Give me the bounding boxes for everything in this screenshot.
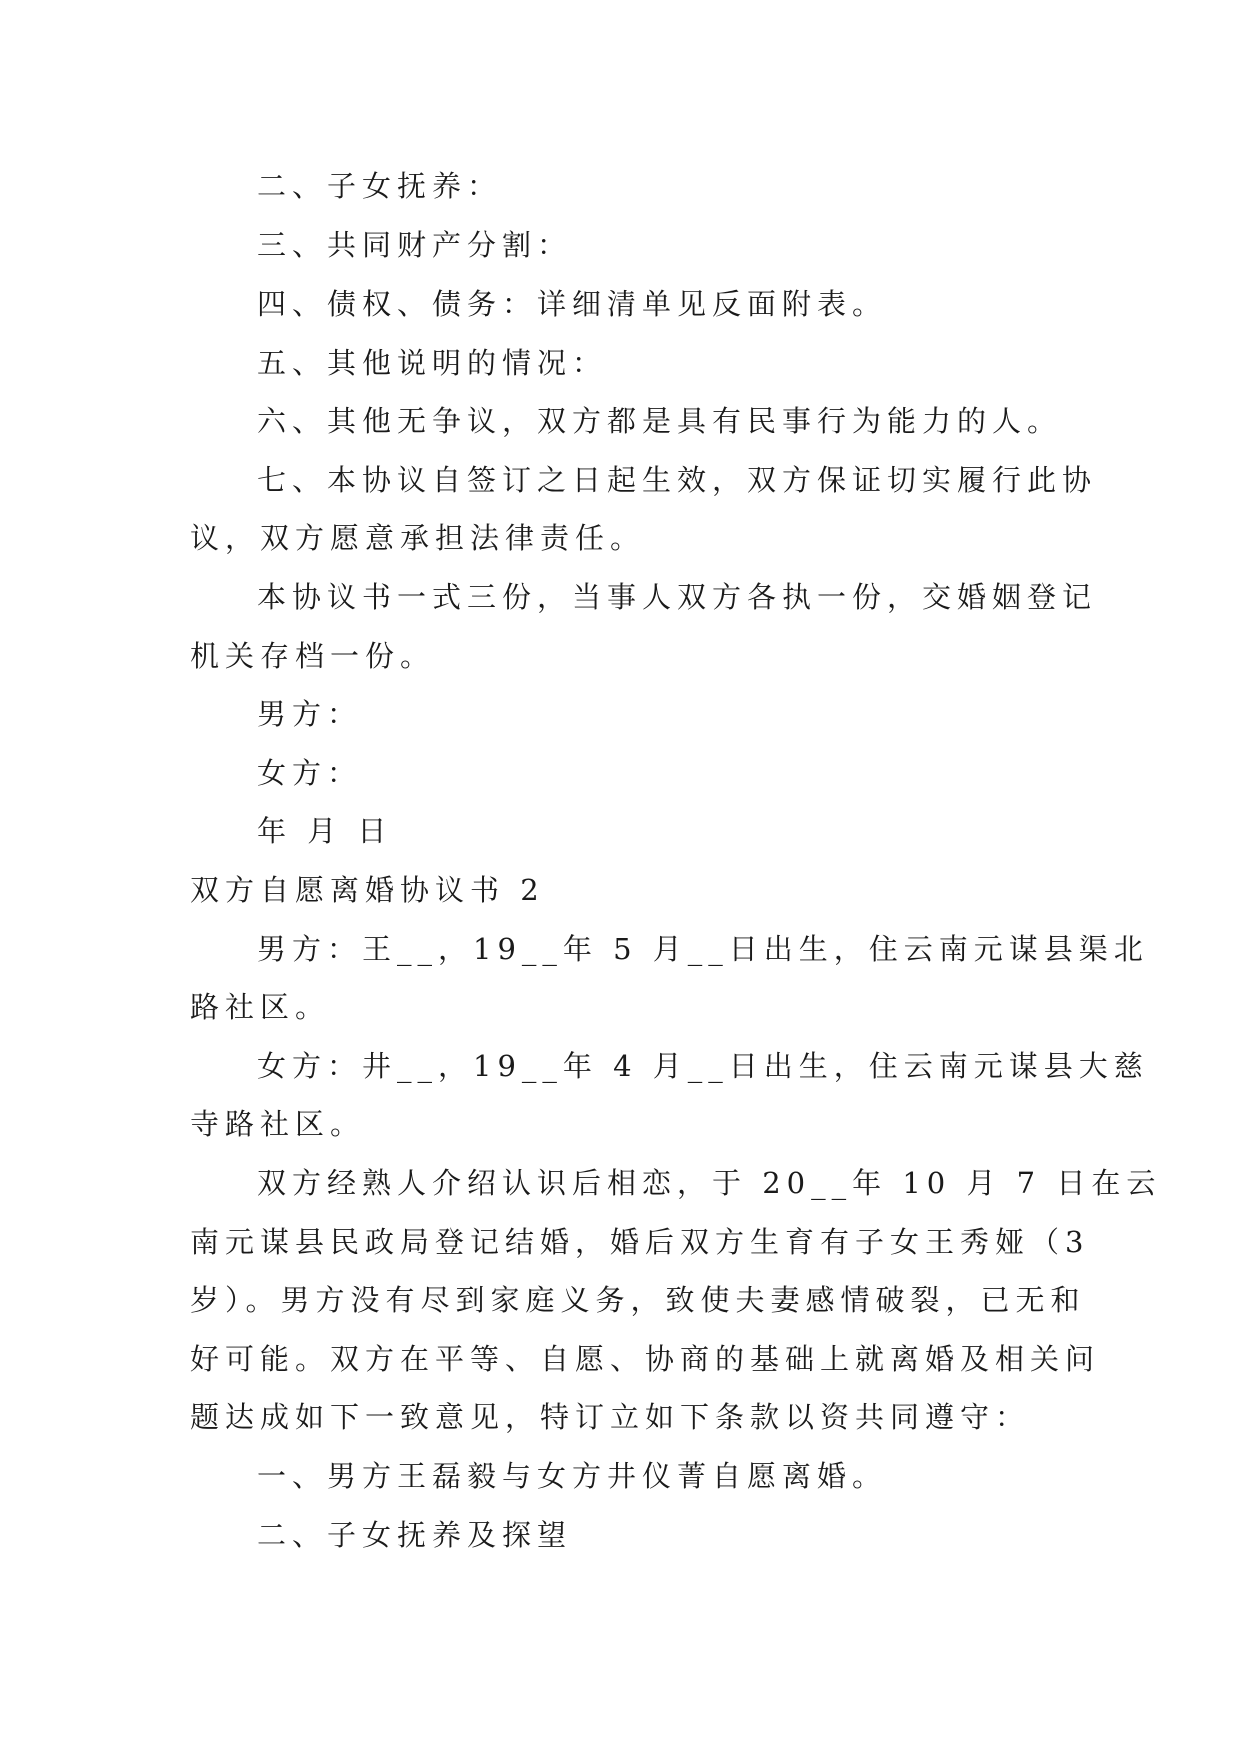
male-party-info-line2: 路社区。 — [190, 990, 331, 1024]
clause-2-custody-visitation: 二、子女抚养及探望 — [257, 1518, 573, 1552]
clause-7-effective-line2: 议，双方愿意承担法律责任。 — [190, 521, 646, 555]
male-party-signature-label: 男方： — [257, 697, 363, 731]
copies-statement-line2: 机关存档一份。 — [190, 639, 436, 673]
female-party-info-line1: 女方：井__，19__年 4 月__日出生，住云南元谋县大慈 — [257, 1049, 1149, 1083]
background-paragraph-line3: 岁）。男方没有尽到家庭义务，致使夫妻感情破裂，已无和 — [190, 1283, 1086, 1317]
clause-2-child-custody: 二、子女抚养： — [257, 169, 503, 203]
section-title: 双方自愿离婚协议书 2 — [190, 873, 545, 907]
background-paragraph-line2: 南元谋县民政局登记结婚，婚后双方生育有子女王秀娅（3 — [190, 1225, 1090, 1259]
background-paragraph-line4: 好可能。双方在平等、自愿、协商的基础上就离婚及相关问 — [190, 1342, 1101, 1376]
clause-6-no-dispute: 六、其他无争议，双方都是具有民事行为能力的人。 — [257, 404, 1063, 438]
female-party-info-line2: 寺路社区。 — [190, 1107, 366, 1141]
copies-statement-line1: 本协议书一式三份，当事人双方各执一份，交婚姻登记 — [257, 580, 1098, 614]
background-paragraph-line5: 题达成如下一致意见，特订立如下条款以资共同遵守： — [190, 1400, 1031, 1434]
female-party-signature-label: 女方： — [257, 756, 363, 790]
background-paragraph-line1: 双方经熟人介绍认识后相恋，于 20__年 10 月 7 日在云 — [257, 1166, 1162, 1200]
clause-5-other-notes: 五、其他说明的情况： — [257, 346, 608, 380]
male-party-info-line1: 男方：王__，19__年 5 月__日出生，住云南元谋县渠北 — [257, 932, 1149, 966]
clause-1-divorce: 一、男方王磊毅与女方井仪菁自愿离婚。 — [257, 1459, 888, 1493]
date-line: 年 月 日 — [257, 814, 393, 848]
clause-3-property-division: 三、共同财产分割： — [257, 228, 573, 262]
clause-7-effective-line1: 七、本协议自签订之日起生效，双方保证切实履行此协 — [257, 463, 1098, 497]
clause-4-debts: 四、债权、债务：详细清单见反面附表。 — [257, 287, 888, 321]
